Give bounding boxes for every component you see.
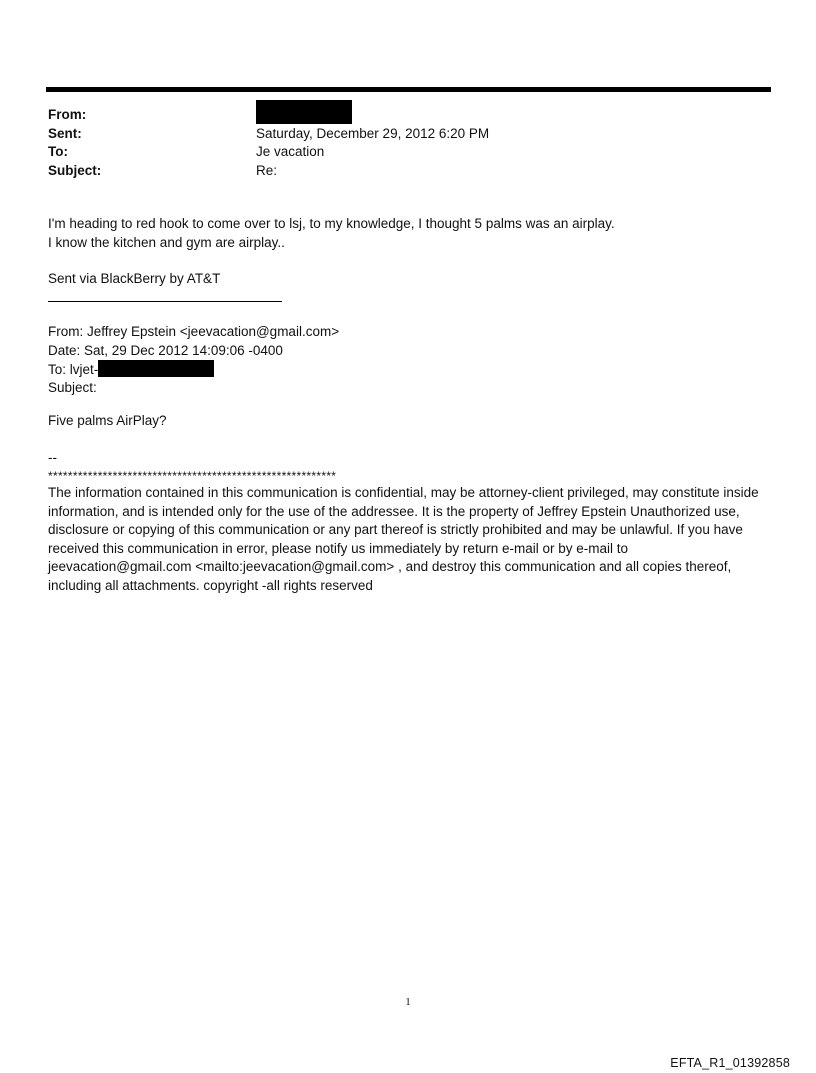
- subject-value: Re:: [256, 162, 278, 178]
- subject-row: [48, 162, 489, 181]
- quote-separator: [48, 301, 282, 302]
- quoted-from: From: Jeffrey Epstein <jeevacation@gmail.com>: [48, 324, 340, 339]
- document-id: EFTA_R1_01392858: [670, 1056, 790, 1070]
- confidentiality-disclaimer: The information contained in this communication is confidential, may be attorney-client privileged, may constitute inside information, and is intended only for the use of the addressee. It is the property of Jeffrey Epstein Unauthorized use, disclosure or copying of this communication or any part thereof is strictly prohibited and may be unlawful. If you have received this communication in error, please notify us immediately by return e-mail or by e-mail to jeevacation@gmail.com <mailto:jeevacation@gmail.com> , and destroy this communication and all copies thereof, including all attachments. copyright -all rights reserved: [48, 485, 759, 593]
- quoted-header: [48, 323, 339, 397]
- message-body: [48, 215, 615, 252]
- quoted-body: Five palms AirPlay?: [48, 413, 167, 428]
- to-value: Je vacation: [256, 144, 325, 159]
- page-number: 1: [405, 996, 411, 1008]
- to-row: [48, 143, 489, 162]
- message-line: I'm heading to red hook to come over to lsj, to my knowledge, I thought 5 palms was an airplay.: [48, 216, 615, 231]
- sent-value: Saturday, December 29, 2012 6:20 PM: [256, 125, 490, 141]
- quoted-subject: Subject:: [48, 379, 97, 395]
- from-row: [48, 106, 489, 125]
- header-rule: [46, 87, 771, 92]
- subject-label: Subject:: [48, 162, 102, 178]
- asterisk-divider: **********************************************************: [48, 469, 337, 483]
- sent-label: Sent:: [48, 125, 82, 141]
- signature: Sent via BlackBerry by AT&T: [48, 271, 221, 286]
- to-label: To:: [48, 144, 68, 159]
- redaction-box: [256, 100, 352, 124]
- message-line: I know the kitchen and gym are airplay..: [48, 234, 285, 250]
- signature-dashes: --: [48, 450, 57, 465]
- quoted-date: Date: Sat, 29 Dec 2012 14:09:06 -0400: [48, 342, 283, 358]
- sent-row: [48, 125, 489, 144]
- redaction-box: [98, 360, 214, 377]
- email-header: [48, 106, 489, 180]
- quoted-to-prefix: To: lvjet-: [48, 362, 99, 377]
- quoted-to: [48, 360, 339, 379]
- from-label: From:: [48, 107, 87, 122]
- from-value: [256, 106, 352, 125]
